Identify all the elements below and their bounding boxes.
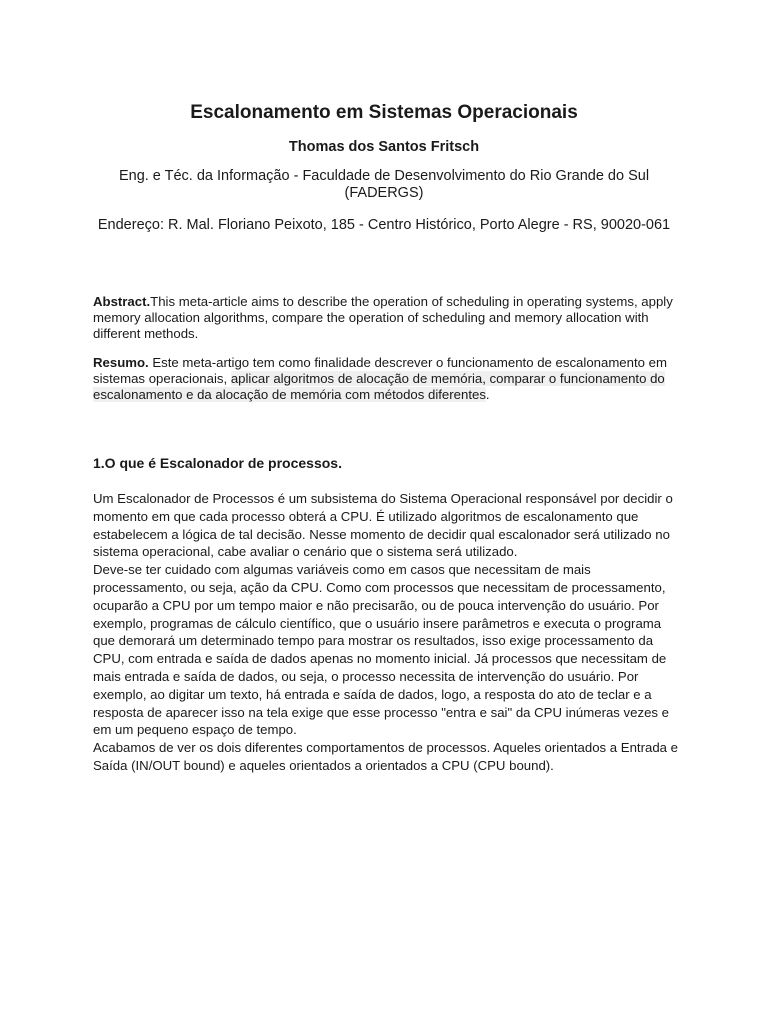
resumo-text-highlighted: aplicar algoritmos de alocação de memória, comparar o funcionamento do escalonamento e da alocação de memória com métodos diferentes [93,371,665,402]
body-paragraph: Acabamos de ver os dois diferentes comportamentos de processos. Aqueles orientados a Entrada e Saída (IN/OUT bound) e aqueles orientados a orientados a CPU (CPU bound). [93,740,678,773]
resumo-label: Resumo. [93,355,149,370]
body-paragraph: Deve-se ter cuidado com algumas variáveis como em casos que necessitam de mais processamento, ou seja, ação da CPU. Como com processos que necessitam de processamento, ocuparão a CPU por um tempo maior e não precisarão, ou de pouca intervenção do usuário. Por exemplo, programas de cálculo científico, que o usuário insere parâmetros e executa o programa que demorará um determinado tempo para mostrar os resultados, isso exige processamento da CPU, com entrada e saída de dados apenas no momento inicial. Já processos que necessitam de mais entrada e saída de dados, ou seja, o processo necessita de intervenção do usuário. Por exemplo, ao digitar um texto, há entrada e saída de dados, logo, a resposta do ato de teclar e a resposta de aparecer isso na tela exige que esse processo "entra e sai" da CPU inúmeras vezes e em um pequeno espaço de tempo. [93,562,670,738]
resumo-text-part1: Este meta-artigo tem como finalidade descrever o funcionamento de escalonamento em sistemas operacionais, [93,355,667,386]
abstract-text: This meta-article aims to describe the operation of scheduling in operating systems, apply memory allocation algorithms, compare the operation of scheduling and memory allocation with different methods. [93,294,673,341]
section-body [93,490,683,775]
author-address: Endereço: R. Mal. Floriano Peixoto, 185 - Centro Histórico, Porto Alegre - RS, 90020-061 [97,217,671,233]
body-paragraph: Um Escalonador de Processos é um subsistema do Sistema Operacional responsável por decidir o momento em que cada processo obterá a CPU. É utilizado algoritmos de escalonamento que estabelecem a lógica de tal decisão. Nesse momento de decidir qual escalonador será utilizado no sistema operacional, cabe avaliar o cenário que o sistema será utilizado. [93,491,673,560]
resumo-paragraph [93,355,678,403]
author-affiliation: Eng. e Téc. da Informação - Faculdade de Desenvolvimento do Rio Grande do Sul (FADERGS) [118,168,650,201]
abstract-paragraph [93,294,678,342]
abstract-label: Abstract. [93,294,151,309]
author-name: Thomas dos Santos Fritsch [288,139,480,155]
section-heading: 1.O que é Escalonador de processos. [93,455,342,471]
resumo-text-part3: . [485,387,490,402]
document-title: Escalonamento em Sistemas Operacionais [190,102,578,123]
